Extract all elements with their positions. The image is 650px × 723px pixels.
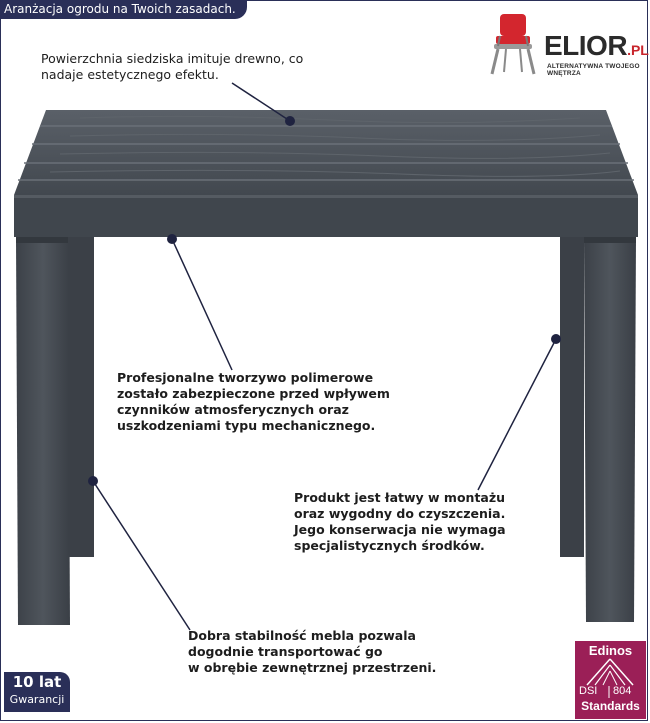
- front-leg-right: [584, 237, 636, 622]
- pointer-dot-assembly: [551, 334, 561, 344]
- back-leg-right: [560, 237, 584, 557]
- edinos-label: Standards: [581, 699, 640, 713]
- caption-polymer: Profesjonalne tworzywo polimerowe zostało zabezpieczone przed wpływem czynników atmosferycznych oraz uszkodzeniami typu mechanicznego.: [117, 370, 390, 433]
- edinos-brand: Edinos: [588, 643, 633, 658]
- logo-wordmark: ELIOR.PL: [544, 30, 649, 61]
- warranty-badge: [4, 672, 70, 712]
- caption-assembly: Produkt jest łatwy w montażu oraz wygodny do czyszczenia. Jego konserwacja nie wymaga specjalistycznych środków.: [294, 490, 506, 553]
- pointer-dot-polymer: [167, 234, 177, 244]
- pointer-assembly: [478, 339, 556, 490]
- edinos-code-left: DSI: [579, 685, 598, 697]
- pointer-polymer: [172, 239, 232, 370]
- back-leg-left: [68, 237, 94, 557]
- edinos-code-right: 804: [613, 685, 632, 697]
- edinos-badge: [575, 641, 646, 719]
- table-top: [14, 110, 638, 195]
- warranty-years: 10 lat: [12, 673, 62, 691]
- banner-text: Aranżacja ogrodu na Twoich zasadach.: [4, 2, 236, 16]
- pointer-stability: [93, 481, 190, 630]
- table-apron: [14, 195, 638, 237]
- warranty-label: Gwarancji: [9, 693, 65, 706]
- pointer-dot-seat: [285, 116, 295, 126]
- front-leg-left: [16, 237, 70, 625]
- caption-stability: Dobra stabilność mebla pozwala dogodnie transportować go w obrębie zewnętrznej przestrzeni.: [188, 628, 437, 675]
- logo-tagline: ALTERNATYWNA TWOJEGO WNĘTRZA: [547, 63, 640, 77]
- pointer-dot-stability: [88, 476, 98, 486]
- caption-seat-surface: Powierzchnia siedziska imituje drewno, co nadaje estetycznego efektu.: [41, 51, 304, 82]
